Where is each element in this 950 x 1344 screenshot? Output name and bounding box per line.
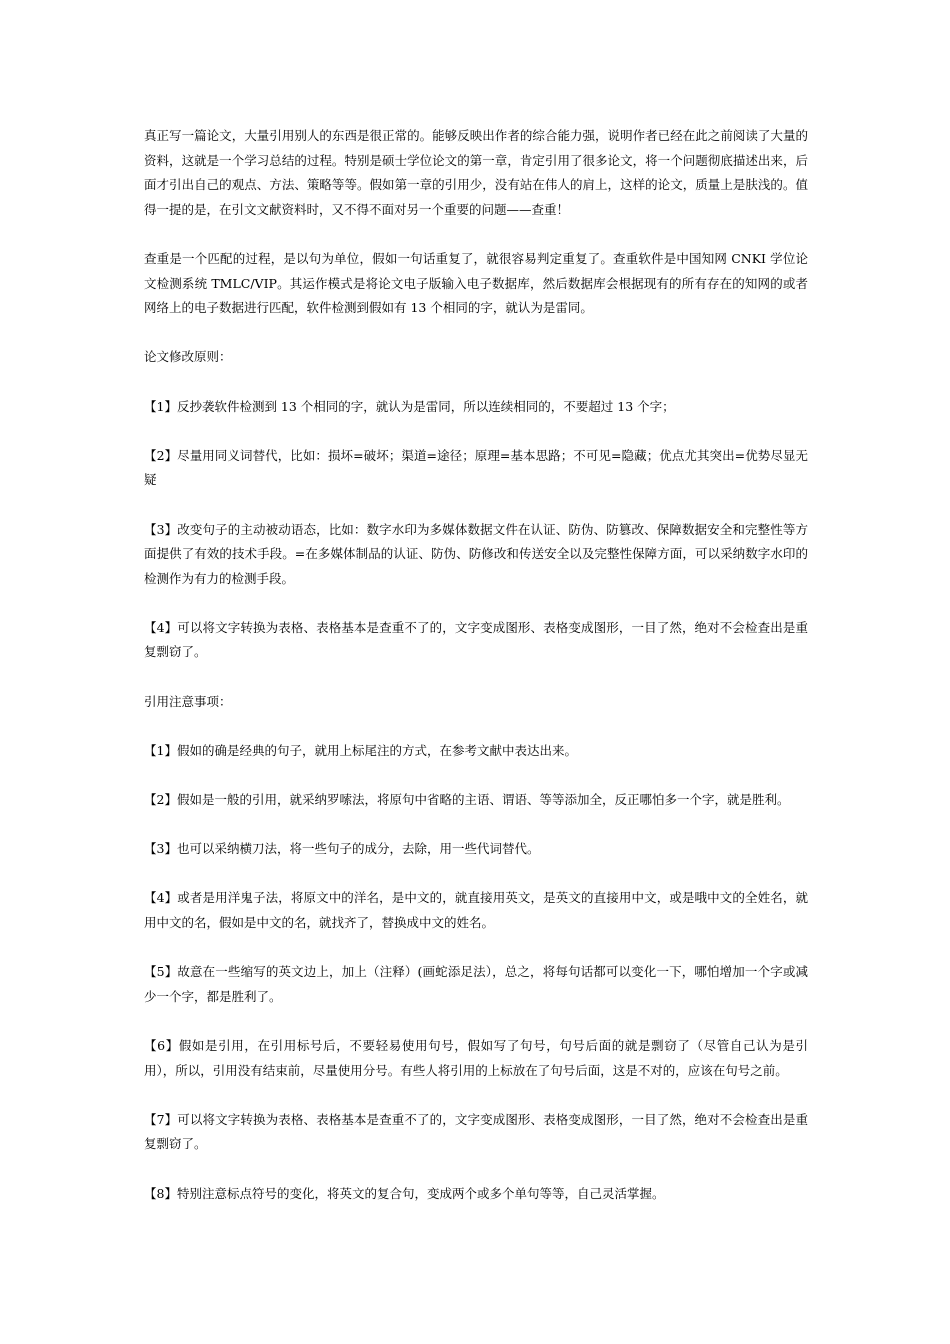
citation-item-2: 【2】假如是一般的引用，就采纳罗嗦法，将原句中省略的主语、谓语、等等添加全，反正哪怕多一个字，就是胜利。 — [144, 792, 790, 808]
citation-item-8: 【8】特别注意标点符号的变化，将英文的复合句，变成两个或多个单句等等，自己灵活掌握。 — [144, 1185, 665, 1201]
check-description-paragraph: 查重是一个匹配的过程，是以句为单位，假如一句话重复了，就很容易判定重复了。查重软件是中国知网 CNKI 学位论文检测系统 TMLC/VIP。其运作模式是将论文电子版输入电子数据库，然后数据库会根据现有的所有存在的知网的或者网络上的电子数据进行匹配，软件检测到假如有 13 个相同的字，就认为是雷同。 — [144, 250, 808, 316]
principle-item-2: 【2】尽量用同义词替代，比如：损坏=破坏；渠道=途径；原理=基本思路；不可见=隐藏；优点尤其突出=优势尽显无疑 — [144, 447, 808, 488]
citation-item-7: 【7】可以将文字转换为表格、表格基本是查重不了的，文字变成图形、表格变成图形，一目了然，绝对不会检查出是重复剽窃了。 — [144, 1111, 808, 1152]
citation-item-5: 【5】故意在一些缩写的英文边上，加上（注释）(画蛇添足法），总之，将每句话都可以变化一下，哪怕增加一个字或减少一个字，都是胜利了。 — [144, 964, 808, 1004]
principle-item-1: 【1】反抄袭软件检测到 13 个相同的字，就认为是雷同，所以连续相同的，不要超过 13 个字； — [144, 398, 675, 414]
principle-item-3: 【3】改变句子的主动被动语态，比如：数字水印为多媒体数据文件在认证、防伪、防篡改、保障数据安全和完整性等方面提供了有效的技术手段。=在多媒体制品的认证、防伪、防修改和传送安全以及完整性保障方面，可以采纳数字水印的检测作为有力的检测手段。 — [144, 521, 808, 586]
principles-heading: 论文修改原则： — [144, 349, 232, 365]
citation-item-4: 【4】或者是用洋鬼子法，将原文中的洋名，是中文的，就直接用英文，是英文的直接用中文，或是哦中文的全姓名，就用中文的名，假如是中文的名，就找齐了，替换成中文的姓名。 — [144, 890, 808, 930]
citation-item-1: 【1】假如的确是经典的句子，就用上标尾注的方式，在参考文献中表达出来。 — [144, 742, 577, 758]
intro-paragraph: 真正写一篇论文，大量引用别人的东西是很正常的。能够反映出作者的综合能力强，说明作者已经在此之前阅读了大量的资料，这就是一个学习总结的过程。特别是硕士学位论文的第一章，肯定引用了很多论文，将一个问题彻底描述出来，后面才引出自己的观点、方法、策略等等。假如第一章的引用少，没有站在伟人的肩上，这样的论文，质量上是肤浅的。值得一提的是，在引文文献资料时，又不得不面对另一个重要的问题——查重！ — [144, 128, 808, 217]
citation-item-3: 【3】也可以采纳横刀法，将一些句子的成分，去除，用一些代词替代。 — [144, 841, 540, 857]
document-body — [144, 124, 808, 1231]
citation-heading: 引用注意事项： — [144, 693, 232, 709]
principle-item-4: 【4】可以将文字转换为表格、表格基本是查重不了的，文字变成图形、表格变成图形，一目了然，绝对不会检查出是重复剽窃了。 — [144, 619, 808, 660]
citation-item-6: 【6】假如是引用，在引用标号后，不要轻易使用句号，假如写了句号，句号后面的就是剽窃了（尽管自己认为是引用），所以，引用没有结束前，尽量使用分号。有些人将引用的上标放在了句号后面，这是不对的，应该在句号之前。 — [144, 1037, 808, 1078]
